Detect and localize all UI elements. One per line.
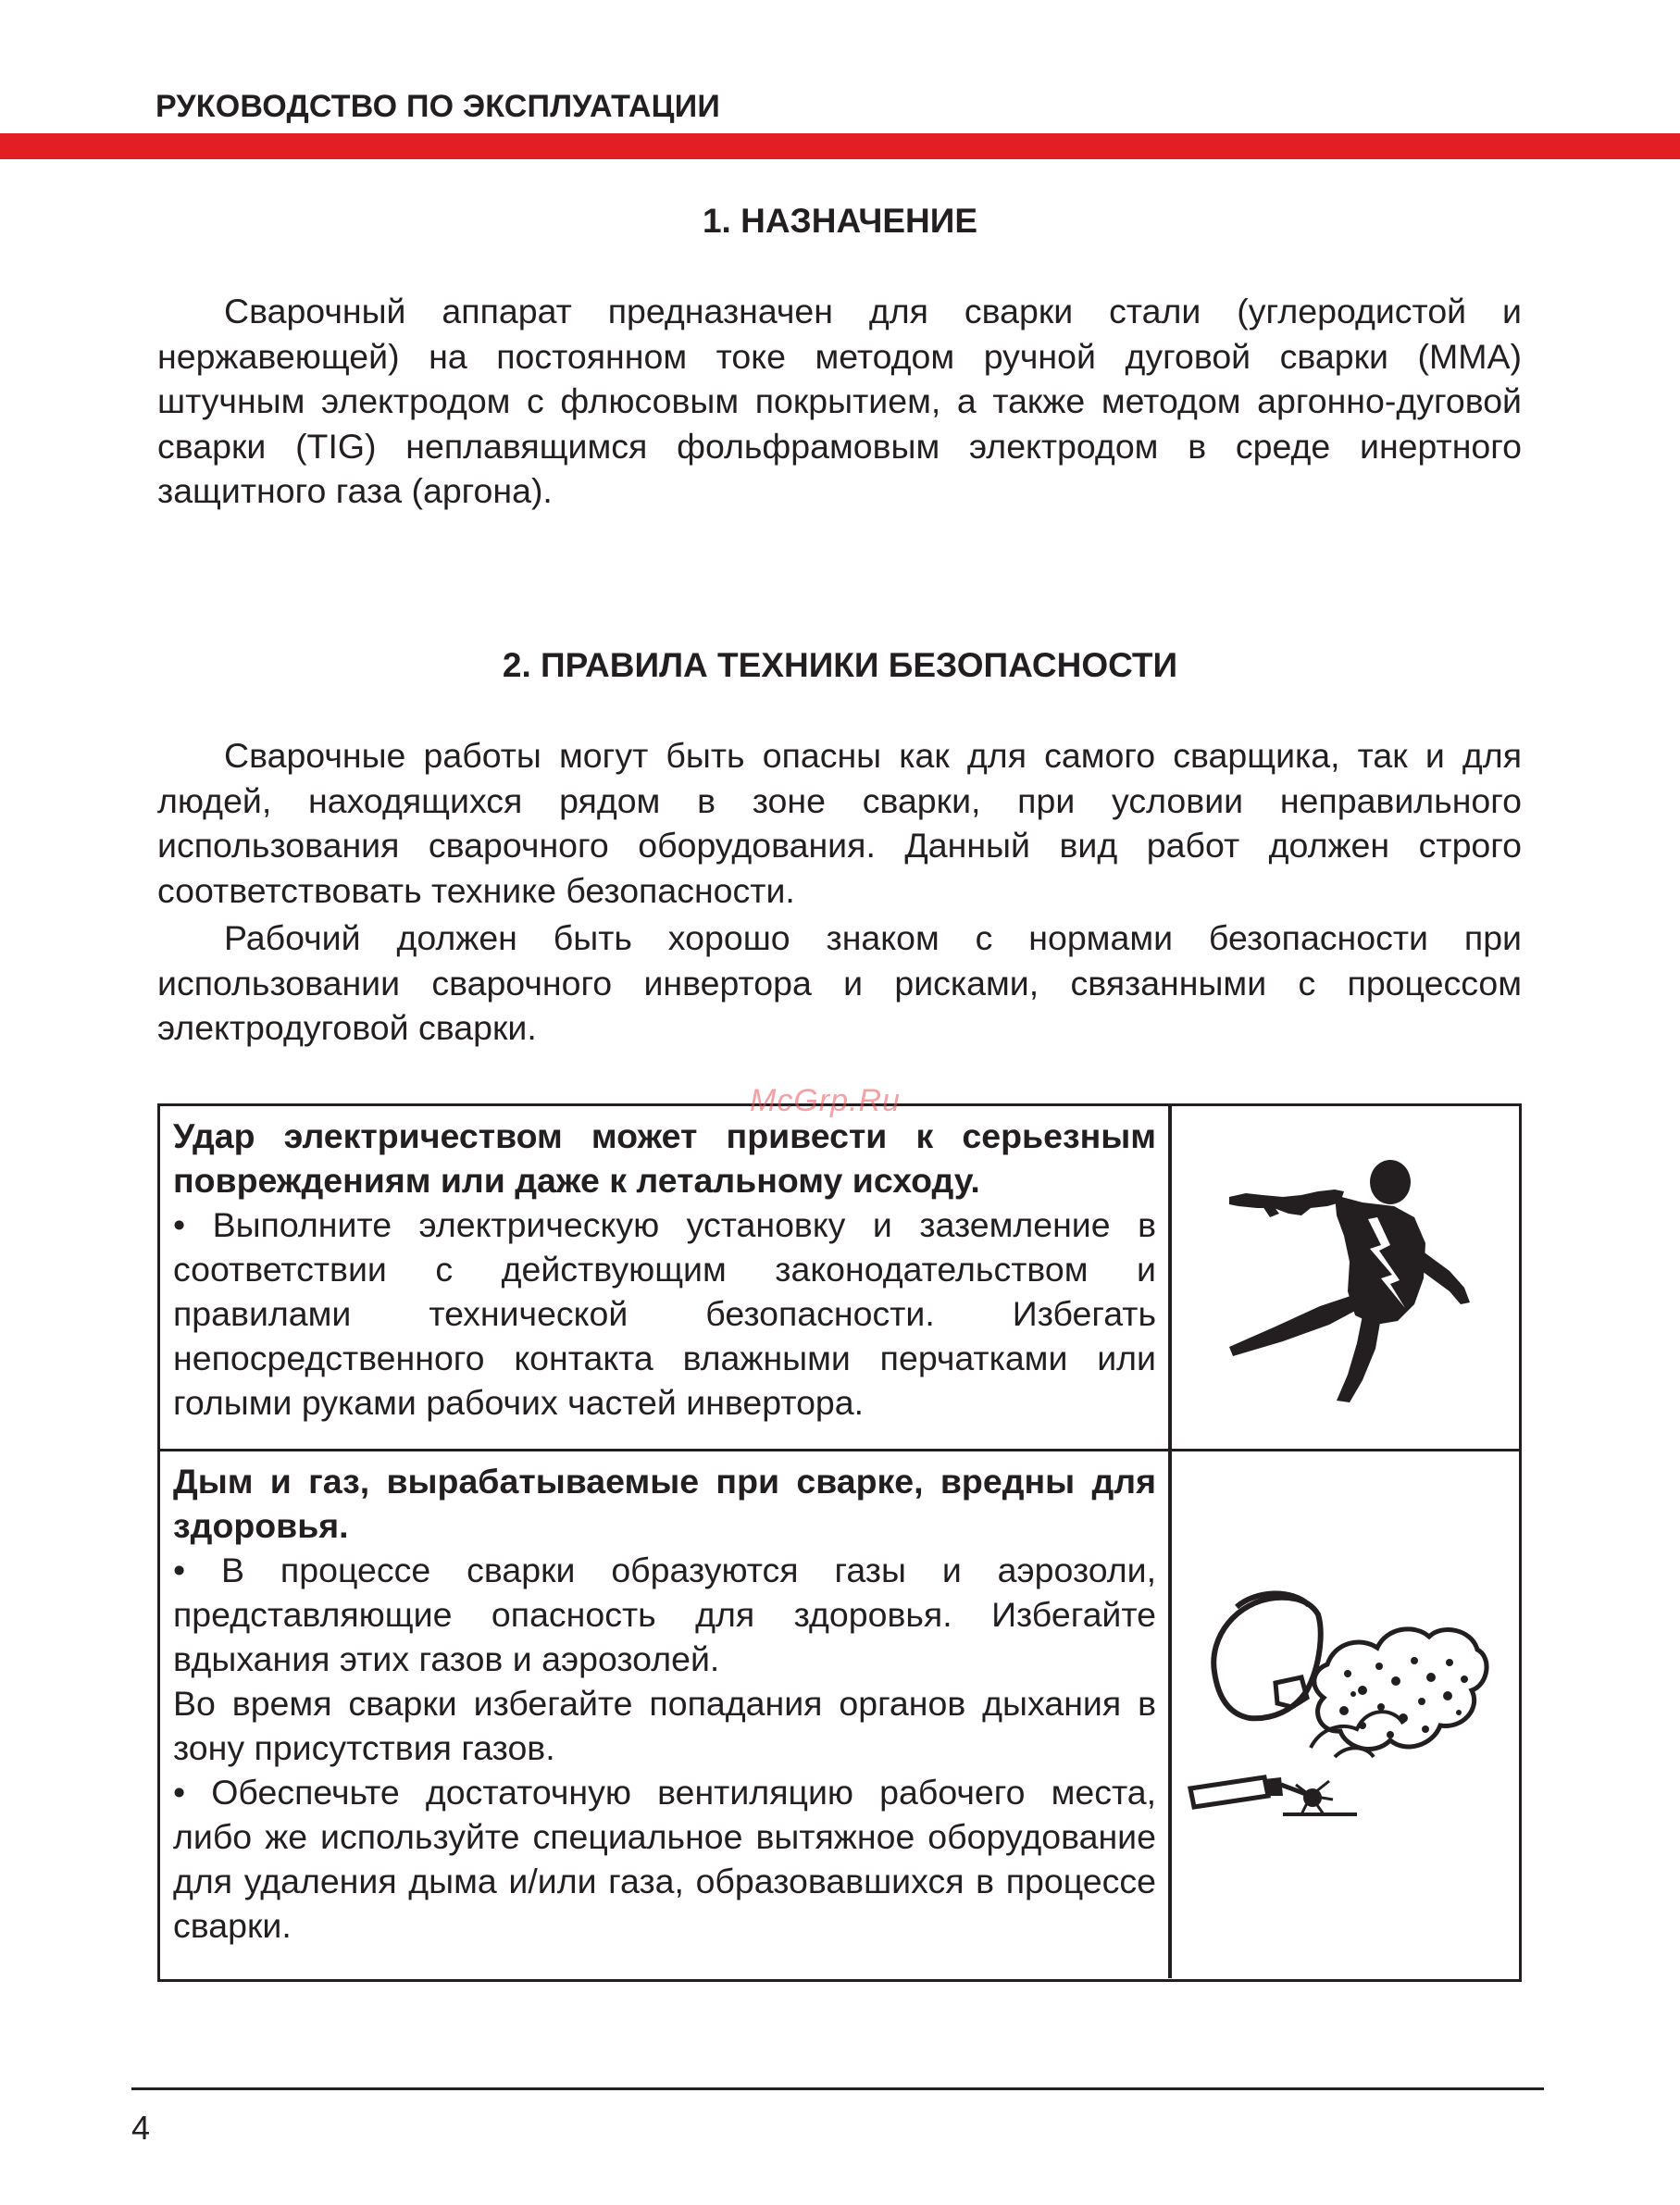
page-number: 4 bbox=[131, 2109, 151, 2147]
section-1-paragraph: Сварочный аппарат предназначен для сварки стали (углеродистой и нержавеющей) на постоянном токе методом ручной дуговой сварки (ММА) штучным электродом с флюсовым покрытием, а также методом аргонно-дуговой сварки (TIG) неплавящимся фольфрамовым электродом в среде инертного защитного газа (аргона). bbox=[157, 292, 1522, 510]
section-2-paragraph-1: Сварочные работы могут быть опасны как для самого сварщика, так и для людей, находящихся рядом в зоне сварки, при условии неправильного использования сварочного оборудования. Данный вид работ должен строго соответствовать технике безопасности. bbox=[157, 736, 1522, 910]
warning-text-cell bbox=[173, 1459, 1156, 1948]
warning-line: • В процессе сварки образуются газы и аэрозоли, представляющие опасность для здоровья. Избегайте вдыхания этих газов и аэрозолей. bbox=[173, 1551, 1156, 1678]
warning-line: Во время сварки избегайте попадания органов дыхания в зону присутствия газов. bbox=[173, 1684, 1156, 1767]
footer-rule bbox=[131, 2087, 1544, 2090]
section-1-heading: 1. НАЗНАЧЕНИЕ bbox=[702, 202, 978, 240]
safety-warnings-table bbox=[157, 1103, 1522, 1982]
section-2-paragraph-2: Рабочий должен быть хорошо знаком с нормами безопасности при использовании сварочного инвертора и рисками, связанными с процессом электродуговой сварки. bbox=[157, 918, 1522, 1047]
watermark-text: McGrp.Ru bbox=[750, 1083, 901, 1118]
warning-text-cell bbox=[173, 1114, 1156, 1425]
section-2-heading: 2. ПРАВИЛА ТЕХНИКИ БЕЗОПАСНОСТИ bbox=[502, 646, 1178, 684]
warning-line: • Выполните электрическую установку и заземление в соответствии с действующим законодательством и правилами технической безопасности. Избегать непосредственного контакта влажными перчатками или голыми руками рабочих частей инвертора. bbox=[173, 1205, 1156, 1422]
table-column-divider bbox=[1168, 1106, 1172, 1978]
warning-row-fumes bbox=[160, 1451, 1519, 1978]
welding-fumes-icon bbox=[1172, 1451, 1518, 1975]
warning-icon-cell bbox=[1172, 1451, 1518, 1975]
electric-shock-icon bbox=[1172, 1106, 1518, 1449]
warning-title: Дым и газ, вырабатываемые при сварке, вредны для здоровья. bbox=[173, 1462, 1156, 1545]
warning-line: • Обеспечьте достаточную вентиляцию рабочего места, либо же используйте специальное вытяжное оборудование для удаления дыма и/или газа, образовавшихся в процессе сварки. bbox=[173, 1773, 1156, 1945]
warning-row-electric bbox=[160, 1106, 1519, 1451]
warning-icon-cell bbox=[1172, 1106, 1518, 1449]
warning-title: Удар электричеством может привести к серьезным повреждениям или даже к летальному исходу. bbox=[173, 1116, 1156, 1200]
header-accent-bar bbox=[0, 133, 1680, 159]
header-title: РУКОВОДСТВО ПО ЭКСПЛУАТАЦИИ bbox=[156, 89, 720, 124]
